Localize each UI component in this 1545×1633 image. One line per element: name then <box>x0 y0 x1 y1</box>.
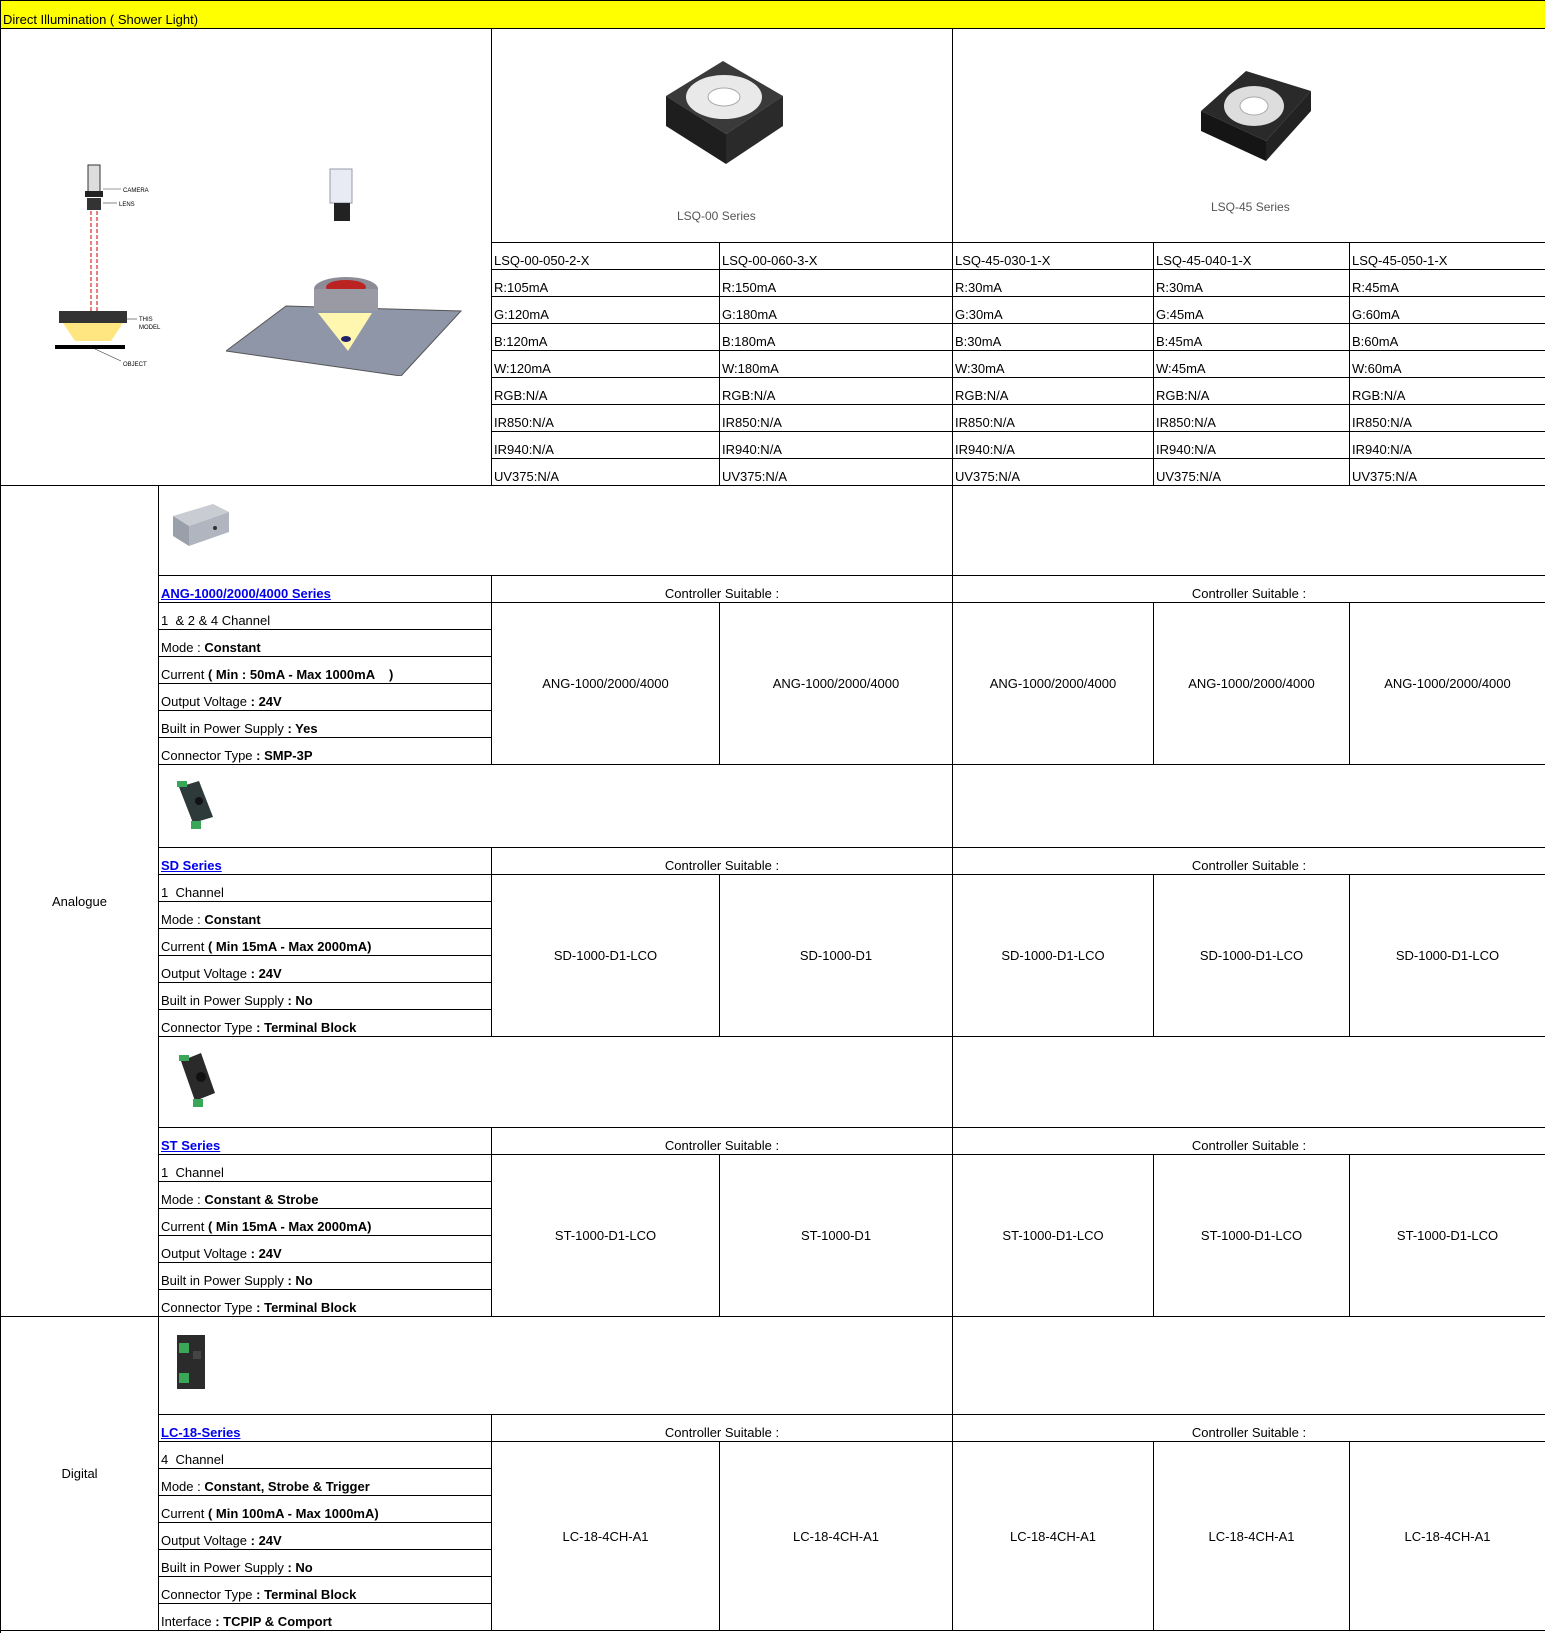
controller-spec-cell <box>159 956 492 983</box>
controller-suitable-header: Controller Suitable : <box>492 1415 953 1442</box>
controller-spec-value: : 24V <box>250 966 282 981</box>
spec-cell: B:60mA <box>1350 324 1545 351</box>
lsq45-product-image <box>1196 66 1316 166</box>
controller-spec-cell <box>159 983 492 1010</box>
page-title: Direct Illumination ( Shower Light) <box>1 1 1545 29</box>
spec-cell: G:30mA <box>953 297 1154 324</box>
controller-series-link[interactable]: LC-18-Series <box>161 1425 241 1440</box>
spec-cell: B:120mA <box>492 324 720 351</box>
spec-cell: R:30mA <box>1154 270 1350 297</box>
controller-spec-cell <box>159 1469 492 1496</box>
controller-spec-cell <box>159 1577 492 1604</box>
controller-spec-cell <box>159 1550 492 1577</box>
controller-spec-label: Output Voltage <box>161 694 251 709</box>
controller-spec-label: Connector Type <box>161 1587 257 1602</box>
controller-spec-value: ( Min 15mA - Max 2000mA) <box>207 939 372 954</box>
controller-spec-label: 4 Channel <box>161 1452 224 1467</box>
spec-cell: IR850:N/A <box>1350 405 1545 432</box>
controller-series-cell <box>159 1128 492 1155</box>
controller-image-blank-cell <box>953 1317 1545 1415</box>
controller-suitable-header: Controller Suitable : <box>953 1415 1545 1442</box>
controller-spec-value: : No <box>287 1560 313 1575</box>
spec-cell: IR940:N/A <box>720 432 953 459</box>
spec-cell: UV375:N/A <box>1154 459 1350 486</box>
controller-spec-value: : Terminal Block <box>256 1300 357 1315</box>
controller-spec-cell <box>159 1263 492 1290</box>
controller-suitable-header: Controller Suitable : <box>953 576 1545 603</box>
controller-spec-value: Constant <box>204 912 261 927</box>
controller-spec-cell <box>159 1010 492 1037</box>
controller-spec-label: Built in Power Supply <box>161 993 288 1008</box>
controller-suitable-cell: ST-1000-D1 <box>720 1155 953 1317</box>
controller-spec-label: Current <box>161 667 208 682</box>
controller-spec-label: Built in Power Supply <box>161 1273 288 1288</box>
controller-series-link[interactable]: ST Series <box>161 1138 221 1153</box>
controller-spec-label: Connector Type <box>161 1300 257 1315</box>
controller-image-blank-cell <box>953 486 1545 576</box>
lighting-diagram-image <box>51 161 181 371</box>
controller-spec-value: ( Min 15mA - Max 2000mA) <box>207 1219 372 1234</box>
controller-suitable-cell: ST-1000-D1-LCO <box>492 1155 720 1317</box>
ang-1000-2000-4000-series-image <box>169 498 233 562</box>
controller-suitable-cell: LC-18-4CH-A1 <box>492 1442 720 1631</box>
spec-cell: G:180mA <box>720 297 953 324</box>
group-label-analogue: Analogue <box>1 486 159 1317</box>
controller-suitable-header: Controller Suitable : <box>492 1128 953 1155</box>
controller-series-cell <box>159 1415 492 1442</box>
controller-series-cell <box>159 576 492 603</box>
controller-spec-cell <box>159 1523 492 1550</box>
sd-series-image <box>169 777 233 841</box>
controller-suitable-cell: SD-1000-D1-LCO <box>492 875 720 1037</box>
spec-cell: R:30mA <box>953 270 1154 297</box>
controller-spec-value: : SMP-3P <box>256 748 313 763</box>
spec-cell: IR940:N/A <box>1350 432 1545 459</box>
st-series-image <box>169 1049 233 1113</box>
controller-spec-label: Built in Power Supply <box>161 1560 288 1575</box>
spec-cell: IR940:N/A <box>492 432 720 459</box>
controller-spec-cell <box>159 1496 492 1523</box>
spec-cell: B:30mA <box>953 324 1154 351</box>
lsq00-series-caption: LSQ-00 Series <box>677 209 756 223</box>
controller-suitable-cell: LC-18-4CH-A1 <box>1350 1442 1545 1631</box>
group-label-digital: Digital <box>1 1317 159 1631</box>
spec-cell: B:180mA <box>720 324 953 351</box>
controller-spec-label: Mode : <box>161 640 205 655</box>
spec-cell: W:120mA <box>492 351 720 378</box>
controller-image-blank-cell <box>953 1037 1545 1128</box>
spec-cell: IR850:N/A <box>492 405 720 432</box>
controller-suitable-cell: LC-18-4CH-A1 <box>720 1442 953 1631</box>
controller-spec-value: : Terminal Block <box>256 1587 357 1602</box>
controller-suitable-cell: ST-1000-D1-LCO <box>953 1155 1154 1317</box>
controller-spec-label: Connector Type <box>161 748 257 763</box>
spec-cell: RGB:N/A <box>953 378 1154 405</box>
controller-spec-value: ( Min : 50mA - Max 1000mA ) <box>207 667 394 682</box>
controller-spec-label: Connector Type <box>161 1020 257 1035</box>
controller-image-cell <box>159 1037 953 1128</box>
spec-cell: G:60mA <box>1350 297 1545 324</box>
controller-spec-label: Interface <box>161 1614 216 1629</box>
controller-suitable-cell: ANG-1000/2000/4000 <box>720 603 953 765</box>
controller-spec-label: Output Voltage <box>161 966 251 981</box>
controller-spec-value: : 24V <box>250 1533 282 1548</box>
spec-cell: IR850:N/A <box>953 405 1154 432</box>
controller-suitable-cell: ANG-1000/2000/4000 <box>1350 603 1545 765</box>
spec-cell: RGB:N/A <box>492 378 720 405</box>
spec-cell: W:180mA <box>720 351 953 378</box>
controller-spec-value: Constant & Strobe <box>204 1192 319 1207</box>
controller-spec-cell <box>159 1209 492 1236</box>
controller-series-link[interactable]: ANG-1000/2000/4000 Series <box>161 586 331 601</box>
controller-spec-label: Output Voltage <box>161 1246 251 1261</box>
controller-spec-value: Constant, Strobe & Trigger <box>204 1479 370 1494</box>
spec-cell: R:45mA <box>1350 270 1545 297</box>
controller-spec-value: : 24V <box>250 1246 282 1261</box>
controller-spec-label: 1 Channel <box>161 1165 224 1180</box>
diagram-label-object: OBJECT <box>123 362 147 368</box>
controller-suitable-cell: SD-1000-D1 <box>720 875 953 1037</box>
controller-spec-cell <box>159 684 492 711</box>
controller-suitable-cell: ANG-1000/2000/4000 <box>953 603 1154 765</box>
controller-suitable-cell: SD-1000-D1-LCO <box>1154 875 1350 1037</box>
spec-cell: R:150mA <box>720 270 953 297</box>
diagram-label-model: MODEL <box>139 325 161 331</box>
spec-cell: G:120mA <box>492 297 720 324</box>
controller-spec-label: Mode : <box>161 1479 205 1494</box>
spec-cell: W:60mA <box>1350 351 1545 378</box>
controller-image-cell <box>159 486 953 576</box>
model-header-cell: LSQ-45-050-1-X <box>1350 243 1545 270</box>
model-header-cell: LSQ-45-030-1-X <box>953 243 1154 270</box>
controller-spec-value: : 24V <box>250 694 282 709</box>
controller-spec-label: Output Voltage <box>161 1533 251 1548</box>
spec-cell: IR940:N/A <box>1154 432 1350 459</box>
spec-cell: G:45mA <box>1154 297 1350 324</box>
spec-cell: RGB:N/A <box>1154 378 1350 405</box>
diagram-label-lens: LENS <box>119 202 135 208</box>
controller-spec-value: : No <box>287 993 313 1008</box>
lsq45-series-caption: LSQ-45 Series <box>1211 200 1290 214</box>
controller-image-cell <box>159 765 953 848</box>
controller-series-cell <box>159 848 492 875</box>
controller-spec-value: Constant <box>204 640 261 655</box>
spec-cell: B:45mA <box>1154 324 1350 351</box>
controller-spec-value: ( Min 100mA - Max 1000mA) <box>207 1506 379 1521</box>
controller-spec-cell <box>159 1442 492 1469</box>
controller-spec-label: Current <box>161 1219 208 1234</box>
controller-spec-cell <box>159 738 492 765</box>
controller-image-cell <box>159 1317 953 1415</box>
controller-spec-cell <box>159 1155 492 1182</box>
controller-spec-cell <box>159 1182 492 1209</box>
spec-cell: UV375:N/A <box>720 459 953 486</box>
controller-spec-cell <box>159 630 492 657</box>
controller-suitable-header: Controller Suitable : <box>953 1128 1545 1155</box>
controller-spec-cell <box>159 603 492 630</box>
controller-spec-label: 1 & 2 & 4 Channel <box>161 613 271 628</box>
controller-series-link[interactable]: SD Series <box>161 858 222 873</box>
spec-cell: UV375:N/A <box>492 459 720 486</box>
controller-spec-value: : Yes <box>287 721 318 736</box>
controller-suitable-header: Controller Suitable : <box>953 848 1545 875</box>
lsq00-product-image <box>661 56 786 171</box>
controller-spec-cell <box>159 875 492 902</box>
controller-spec-cell <box>159 902 492 929</box>
setup-render-image <box>226 161 466 376</box>
spec-cell: RGB:N/A <box>720 378 953 405</box>
model-header-cell: LSQ-00-060-3-X <box>720 243 953 270</box>
controller-suitable-header: Controller Suitable : <box>492 848 953 875</box>
controller-image-blank-cell <box>953 765 1545 848</box>
spec-cell: UV375:N/A <box>953 459 1154 486</box>
diagram-label-camera: CAMERA <box>123 188 149 194</box>
controller-suitable-cell: LC-18-4CH-A1 <box>953 1442 1154 1631</box>
controller-spec-cell <box>159 1604 492 1631</box>
controller-suitable-cell: ANG-1000/2000/4000 <box>1154 603 1350 765</box>
controller-spec-label: Mode : <box>161 912 205 927</box>
controller-spec-cell <box>159 657 492 684</box>
spec-cell: IR940:N/A <box>953 432 1154 459</box>
lc-18-series-image <box>169 1329 233 1393</box>
controller-suitable-header: Controller Suitable : <box>492 576 953 603</box>
controller-spec-cell <box>159 929 492 956</box>
spec-cell: IR850:N/A <box>720 405 953 432</box>
controller-spec-cell <box>159 1290 492 1317</box>
spec-cell: W:30mA <box>953 351 1154 378</box>
controller-spec-value: : No <box>287 1273 313 1288</box>
model-header-cell: LSQ-00-050-2-X <box>492 243 720 270</box>
controller-spec-label: Mode : <box>161 1192 205 1207</box>
controller-suitable-cell: ST-1000-D1-LCO <box>1154 1155 1350 1317</box>
spec-cell: R:105mA <box>492 270 720 297</box>
controller-spec-value: : TCPIP & Comport <box>215 1614 332 1629</box>
controller-spec-label: Current <box>161 939 208 954</box>
controller-spec-cell <box>159 1236 492 1263</box>
spec-cell: IR850:N/A <box>1154 405 1350 432</box>
diagram-label-this: THIS <box>139 317 153 323</box>
spec-cell: W:45mA <box>1154 351 1350 378</box>
controller-suitable-cell: ANG-1000/2000/4000 <box>492 603 720 765</box>
spec-cell: RGB:N/A <box>1350 378 1545 405</box>
controller-spec-label: Built in Power Supply <box>161 721 288 736</box>
controller-suitable-cell: ST-1000-D1-LCO <box>1350 1155 1545 1317</box>
controller-spec-label: 1 Channel <box>161 885 224 900</box>
controller-spec-label: Current <box>161 1506 208 1521</box>
controller-suitable-cell: SD-1000-D1-LCO <box>953 875 1154 1037</box>
controller-suitable-cell: LC-18-4CH-A1 <box>1154 1442 1350 1631</box>
controller-suitable-cell: SD-1000-D1-LCO <box>1350 875 1545 1037</box>
spec-cell: UV375:N/A <box>1350 459 1545 486</box>
model-header-cell: LSQ-45-040-1-X <box>1154 243 1350 270</box>
controller-spec-value: : Terminal Block <box>256 1020 357 1035</box>
controller-spec-cell <box>159 711 492 738</box>
